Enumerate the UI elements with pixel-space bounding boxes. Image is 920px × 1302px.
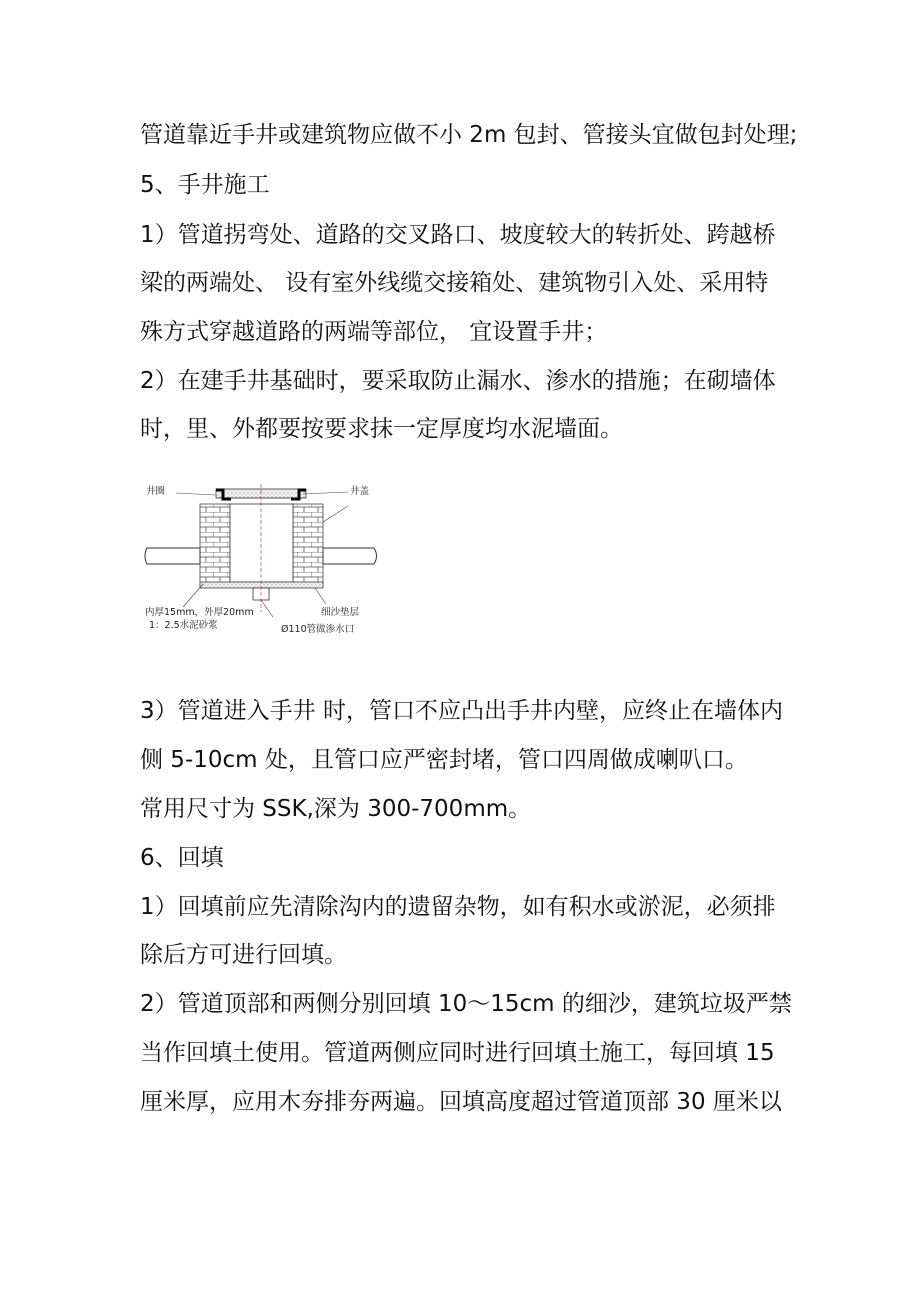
section-heading-6: 6、回填 bbox=[140, 845, 224, 871]
label-plaster-thickness: 内厚15mm，外厚20mm bbox=[145, 607, 254, 618]
text-line: 1）管道拐弯处、道路的交叉路口、坡度较大的转折处、跨越桥 bbox=[140, 222, 776, 248]
text-line: 常用尺寸为 SSK,深为 300-700mm。 bbox=[140, 796, 532, 822]
text-line: 除后方可进行回填。 bbox=[140, 942, 347, 968]
text-line: 殊方式穿越道路的两端等部位， 宜设置手井； bbox=[140, 319, 608, 345]
text-line: 当作回填土使用。管道两侧应同时进行回填土施工，每回填 15 bbox=[140, 1040, 775, 1066]
left-brick-wall bbox=[200, 504, 230, 587]
label-cement-mortar: 1：2.5水泥砂浆 bbox=[149, 620, 218, 631]
text-line: 侧 5-10cm 处，且管口应严密封堵，管口四周做成喇叭口。 bbox=[140, 747, 748, 773]
right-pipe bbox=[323, 548, 377, 564]
text-line: 3）管道进入手井 时，管口不应凸出手井内壁，应终止在墙体内 bbox=[140, 698, 783, 724]
text-line: 2）管道顶部和两侧分别回填 10～15cm 的细沙，建筑垃圾严禁 bbox=[140, 991, 792, 1017]
hand-well-diagram bbox=[143, 472, 388, 642]
left-pipe bbox=[145, 548, 200, 564]
label-well-ring: 井圈 bbox=[146, 486, 166, 497]
label-sand-layer: 细沙垫层 bbox=[321, 607, 360, 618]
section-heading-5: 5、手井施工 bbox=[140, 172, 270, 198]
sand-base-layer bbox=[200, 582, 323, 588]
text-line: 梁的两端处、 设有室外线缆交接箱处、建筑物引入处、采用特 bbox=[140, 270, 769, 296]
right-brick-wall bbox=[293, 504, 323, 587]
text-line: 时，里、外都要按要求抹一定厚度均水泥墙面。 bbox=[140, 416, 623, 442]
text-line: 厘米厚，应用木夯排夯两遍。回填高度超过管道顶部 30 厘米以 bbox=[140, 1089, 782, 1115]
text-line: 1）回填前应先清除沟内的遗留杂物，如有积水或淤泥，必须排 bbox=[140, 894, 776, 920]
label-well-cover: 井盖 bbox=[350, 486, 370, 497]
label-drain-outlet: Ø110管做渗水口 bbox=[281, 624, 355, 635]
text-line: 2）在建手井基础时，要采取防止漏水、渗水的措施；在砌墙体 bbox=[140, 368, 776, 394]
text-line: 管道靠近手井或建筑物应做不小 2m 包封、管接头宜做包封处理; bbox=[140, 122, 798, 148]
